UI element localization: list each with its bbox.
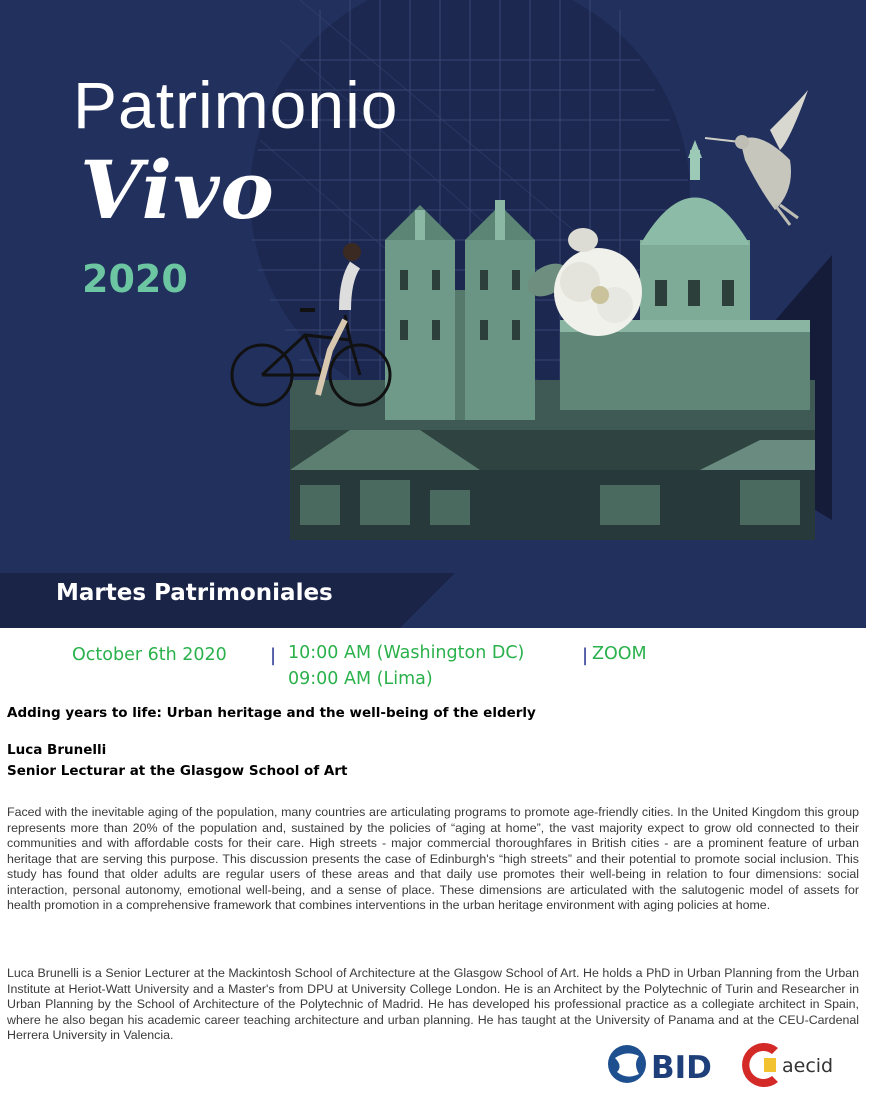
banner-label: Martes Patrimoniales [56, 580, 333, 606]
bid-logo [607, 1042, 717, 1088]
bid-emblem-icon [607, 1042, 717, 1088]
abstract-paragraph: Faced with the inevitable aging of the population, many countries are articulating programs to promote age-friendly cities. In the United Kingdom this group represents more than 20% of the population and, sustained by the policies of “aging at home”, the vast majority expect to grow old connected to their communities and with affordable costs for their care. High streets - major commercial thoroughfares in British cities - are a prominent feature of urban heritage that are serving this purpose. This discussion presents the case of Edinburgh's “high streets” and their potential to promote social inclusion. This study has found that older adults are regular users of these areas and that daily use promotes their well-being in relation to four dimensions: social interaction, personal autonomy, emotional well-being, and a sense of place. These dimensions are articulated with the salutogenic model of assets for health promotion in a comprehensive framework that combines interventions in the urban heritage environment with aging policies at home. [7, 805, 859, 912]
talk-title: Adding years to life: Urban heritage and the well-being of the elderly [7, 705, 536, 721]
event-date: October 6th 2020 [72, 645, 227, 665]
event-platform: ZOOM [592, 644, 647, 664]
bid-logo-text: BID [651, 1050, 712, 1086]
title-year: 2020 [82, 257, 188, 301]
aecid-emblem-icon [738, 1040, 848, 1090]
event-time-lima: 09:00 AM (Lima) [288, 669, 433, 689]
title-patrimonio: Patrimonio [73, 68, 399, 142]
event-time-washington: 10:00 AM (Washington DC) [288, 643, 525, 663]
hummingbird-illustration [705, 90, 808, 225]
aecid-logo-text: aecid [782, 1055, 834, 1077]
title-vivo: Vivo [80, 143, 275, 237]
separator-2: | [582, 645, 589, 666]
speaker-name: Luca Brunelli [7, 742, 107, 758]
bio-paragraph: Luca Brunelli is a Senior Lecturer at the Mackintosh School of Architecture at the Glasgow School of Art. He holds a PhD in Urban Planning from the Urban Institute at Heriot-Watt University and a Master's from DPU at University College London. He is an Architect by the Polytechnic of Turin and Researcher in Urban Planning by the School of Architecture of the Polytechnic of Madrid. He has developed his professional practice as a collegiate architect in Spain, where he also began his academic career teaching architecture and urban planning. He has taught at the University of Panama and at the CEU-Cardenal Herrera University in Valencia. [7, 966, 859, 1042]
speaker-role: Senior Lecturar at the Glasgow School of Art [7, 763, 348, 779]
aecid-logo [738, 1040, 848, 1090]
separator-1: | [270, 645, 277, 666]
